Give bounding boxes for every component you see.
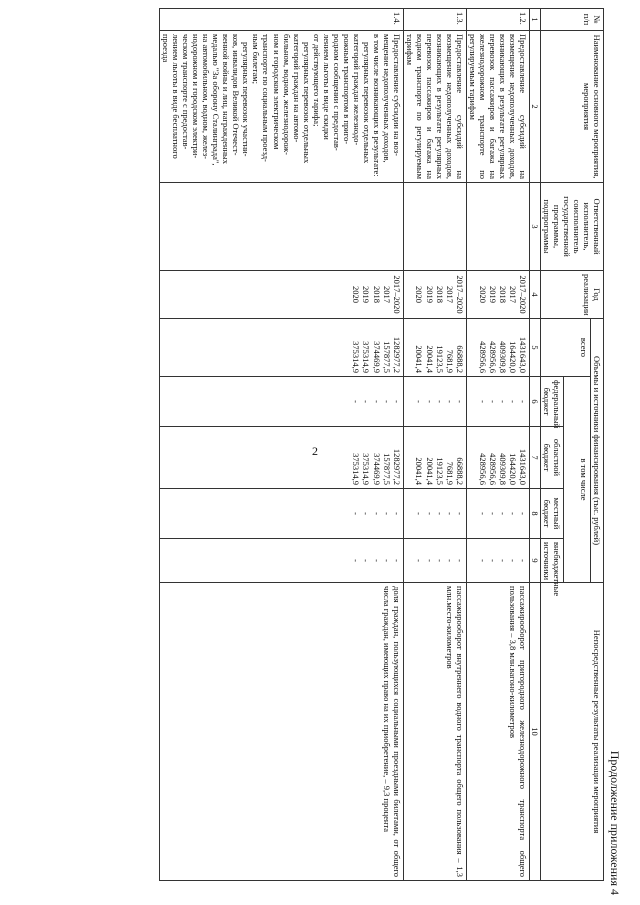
extrabudget-cell xyxy=(403,539,466,583)
year-value: 2020 xyxy=(477,286,488,303)
measure-line: транспорте по социальным проезд- xyxy=(261,34,272,162)
extrabudget-value: - xyxy=(497,559,508,562)
local-cell xyxy=(160,489,403,539)
header-total: всего xyxy=(540,319,590,377)
measure-line: ков, инвалидов Великой Отечест- xyxy=(231,34,242,156)
year-cell xyxy=(160,271,403,319)
regional-value: 164420,0 xyxy=(507,453,518,485)
regional-value: 375314,9 xyxy=(351,453,362,485)
extrabudget-value: - xyxy=(444,559,455,562)
federal-value: - xyxy=(361,400,372,403)
total-value: 20041,4 xyxy=(414,345,425,373)
measure-line: категорий граждан на автомо- xyxy=(291,34,302,143)
executor-cell xyxy=(403,183,466,271)
extrabudget-value: - xyxy=(477,559,488,562)
measure-line: категорий граждан железнодо- xyxy=(351,34,362,146)
executor-cell xyxy=(466,183,529,271)
extrabudget-value: - xyxy=(381,559,392,562)
column-number: 9 xyxy=(529,539,540,583)
table-row xyxy=(466,9,529,881)
regional-cell xyxy=(466,427,529,489)
total-value: 20041,4 xyxy=(424,345,435,373)
measure-line: проезда xyxy=(161,34,172,63)
measure-name: Предоставление субсидий на возмещение недополученных доходов, возникающих в результате регулярных перевозок пассажиров и багажа на железнодорожном транспорте по регулируемым тарифам xyxy=(466,31,529,183)
measure-line: регулярных перевозок отдельных xyxy=(301,42,312,164)
measure-line: ном и городском электрическом xyxy=(271,34,282,150)
extrabudget-cell xyxy=(160,539,403,583)
year-cell xyxy=(403,271,466,319)
federal-value: - xyxy=(507,400,518,403)
year-value: 2017 xyxy=(507,286,518,303)
federal-value: - xyxy=(487,400,498,403)
extrabudget-value: - xyxy=(414,559,425,562)
header-local: местный бюджет xyxy=(540,489,563,539)
regional-value: 428956,6 xyxy=(487,453,498,485)
column-number: 6 xyxy=(529,377,540,427)
measure-line: Предоставление субсидии на воз- xyxy=(391,34,402,156)
local-value: - xyxy=(414,512,425,515)
regional-value: 20041,4 xyxy=(414,457,425,485)
total-value: 374469,9 xyxy=(371,341,382,373)
regional-value: 375314,9 xyxy=(361,453,372,485)
column-number: 8 xyxy=(529,489,540,539)
result-cell: пассажирооборот пригородного железнодорожного транспорта общего пользования – 3,8 млн.вагоно-километров xyxy=(466,583,529,881)
local-value: - xyxy=(381,512,392,515)
column-number: 4 xyxy=(529,271,540,319)
column-number: 7 xyxy=(529,427,540,489)
total-value: 66888,2 xyxy=(454,345,465,373)
extrabudget-value: - xyxy=(424,559,435,562)
year-value: 2018 xyxy=(434,286,445,303)
year-value: 2020 xyxy=(414,286,425,303)
extrabudget-value: - xyxy=(507,559,518,562)
local-value: - xyxy=(351,512,362,515)
regional-value: 409309,8 xyxy=(497,453,508,485)
header-name: Наименование основного мероприятия, мероприятия xyxy=(540,31,603,183)
regional-value: 157877,5 xyxy=(381,453,392,485)
regional-value: 20041,4 xyxy=(424,457,435,485)
year-value: 2019 xyxy=(424,286,435,303)
total-cell xyxy=(403,319,466,377)
extrabudget-value: - xyxy=(517,559,528,562)
header-including: в том числе xyxy=(563,377,590,583)
header-year: Год реализации xyxy=(540,271,603,319)
year-cell xyxy=(466,271,529,319)
measure-line: ным билетам; xyxy=(251,34,262,84)
column-number-row xyxy=(529,9,540,881)
measure-line: от действующего тарифа; xyxy=(311,34,322,127)
local-value: - xyxy=(444,512,455,515)
executor-cell xyxy=(160,183,403,271)
measure-line: регулярных перевозок участни- xyxy=(241,42,252,157)
column-number: 10 xyxy=(529,583,540,881)
local-cell xyxy=(403,489,466,539)
header-regional: областной бюджет xyxy=(540,427,563,489)
regional-value: 66888,2 xyxy=(454,457,465,485)
federal-value: - xyxy=(351,400,362,403)
federal-cell xyxy=(160,377,403,427)
local-value: - xyxy=(487,512,498,515)
federal-value: - xyxy=(517,400,528,403)
local-value: - xyxy=(424,512,435,515)
total-value: 164420,0 xyxy=(507,341,518,373)
column-number: 5 xyxy=(529,319,540,377)
result-cell: пассажирооборот внутреннего водного транспорта общего пользования – 1,3 млн.место-километров xyxy=(403,583,466,881)
column-number: 2 xyxy=(529,31,540,183)
header-num: № п/п xyxy=(540,9,603,31)
local-value: - xyxy=(391,512,402,515)
year-value: 2019 xyxy=(361,286,372,303)
local-value: - xyxy=(454,512,465,515)
federal-value: - xyxy=(381,400,392,403)
regional-value: 374469,9 xyxy=(371,453,382,485)
row-number: 1.3. xyxy=(403,9,466,31)
federal-value: - xyxy=(424,400,435,403)
regional-value: 428956,6 xyxy=(477,453,488,485)
federal-value: - xyxy=(444,400,455,403)
local-value: - xyxy=(517,512,528,515)
year-value: 2020 xyxy=(351,286,362,303)
year-value: 2017–2020 xyxy=(517,275,528,314)
local-value: - xyxy=(361,512,372,515)
federal-cell xyxy=(466,377,529,427)
federal-value: - xyxy=(477,400,488,403)
year-value: 2018 xyxy=(497,286,508,303)
header-extrabudget: внебюджетные источники xyxy=(540,539,563,583)
table-row xyxy=(160,9,403,881)
total-value: 375314,9 xyxy=(361,341,372,373)
measure-line: регулярных перевозок отдельных xyxy=(361,42,372,164)
extrabudget-value: - xyxy=(454,559,465,562)
row-number: 1.2. xyxy=(466,9,529,31)
measure-name xyxy=(160,31,403,183)
regional-value: 19123,5 xyxy=(434,457,445,485)
measure-line: лением льготы в виде скидки xyxy=(321,34,332,140)
federal-value: - xyxy=(414,400,425,403)
measure-line: мещение недополученных доходов, xyxy=(381,34,392,163)
regional-cell xyxy=(160,427,403,489)
local-value: - xyxy=(497,512,508,515)
total-cell xyxy=(466,319,529,377)
local-value: - xyxy=(371,512,382,515)
total-value: 409309,8 xyxy=(497,341,508,373)
continuation-label: Продолжение приложения 4 xyxy=(608,750,622,895)
federal-cell xyxy=(403,377,466,427)
extrabudget-value: - xyxy=(487,559,498,562)
table-row xyxy=(403,9,466,881)
year-value: 2017 xyxy=(444,286,455,303)
total-value: 157877,5 xyxy=(381,341,392,373)
local-value: - xyxy=(507,512,518,515)
regional-value: 1431643,0 xyxy=(517,448,528,485)
measure-line: родном сообщении с предостав- xyxy=(331,34,342,151)
column-number: 3 xyxy=(529,183,540,271)
year-value: 2019 xyxy=(487,286,498,303)
year-value: 2017–2020 xyxy=(391,275,402,314)
column-number: 1 xyxy=(529,9,540,31)
extrabudget-value: - xyxy=(361,559,372,562)
measure-name: Предоставление субсидий на возмещение недополученных доходов, возникающих в результате регулярных перевозок пассажиров и багажа на водном транспорте по регулируемым тарифам xyxy=(403,31,466,183)
measure-line: на автомобильном, водном, желез- xyxy=(201,34,212,159)
total-value: 375314,9 xyxy=(351,341,362,373)
total-cell xyxy=(160,319,403,377)
row-number: 1.4. xyxy=(160,9,403,31)
total-value: 7681,9 xyxy=(444,349,455,373)
total-value: 19123,5 xyxy=(434,345,445,373)
header-federal: федеральный бюджет xyxy=(540,377,563,427)
measure-line: венной войны и лиц, награжденных xyxy=(221,34,232,165)
extrabudget-value: - xyxy=(351,559,362,562)
total-value: 428956,6 xyxy=(477,341,488,373)
federal-value: - xyxy=(434,400,445,403)
federal-value: - xyxy=(497,400,508,403)
extrabudget-value: - xyxy=(371,559,382,562)
measure-line: нодорожном и городском электри- xyxy=(191,34,202,159)
header-executor: Ответственный исполнитель, соисполнитель государственной программы, подпрограммы xyxy=(540,183,603,271)
year-value: 2017 xyxy=(381,286,392,303)
page-number: 2 xyxy=(312,444,318,458)
total-value: 1282977,2 xyxy=(391,336,402,373)
local-value: - xyxy=(477,512,488,515)
extrabudget-cell xyxy=(466,539,529,583)
result-cell: доля граждан, пользующихся социальными проездными билетами, от общего числа граждан, имеющих право на их приобретение, – 9,3 процента xyxy=(160,583,403,881)
header-result: Непосредственные результаты реализации мероприятия xyxy=(540,583,603,881)
local-cell xyxy=(466,489,529,539)
year-value: 2018 xyxy=(371,286,382,303)
local-value: - xyxy=(434,512,445,515)
regional-cell xyxy=(403,427,466,489)
measure-line: медалью "За оборону Сталинграда", xyxy=(211,34,222,166)
federal-value: - xyxy=(391,400,402,403)
federal-value: - xyxy=(371,400,382,403)
regional-value: 7681,9 xyxy=(444,461,455,485)
measure-line: бильном, водном, железнодорож- xyxy=(281,34,292,155)
measure-line: рожным транспортом в приго- xyxy=(341,34,352,145)
extrabudget-value: - xyxy=(391,559,402,562)
total-value: 1431643,0 xyxy=(517,336,528,373)
total-value: 428956,6 xyxy=(487,341,498,373)
extrabudget-value: - xyxy=(434,559,445,562)
year-value: 2017–2020 xyxy=(454,275,465,314)
measure-line: в том числе возникающих в результате: xyxy=(371,34,382,177)
measure-line: ческом транспорте с предостав- xyxy=(181,34,192,150)
federal-value: - xyxy=(454,400,465,403)
regional-value: 1282977,2 xyxy=(391,448,402,485)
header-funding: Объемы и источники финансирования (тыс. рублей) xyxy=(590,319,603,583)
program-table xyxy=(159,8,604,881)
measure-line: лением льготы в виде бесплатного xyxy=(171,34,182,159)
